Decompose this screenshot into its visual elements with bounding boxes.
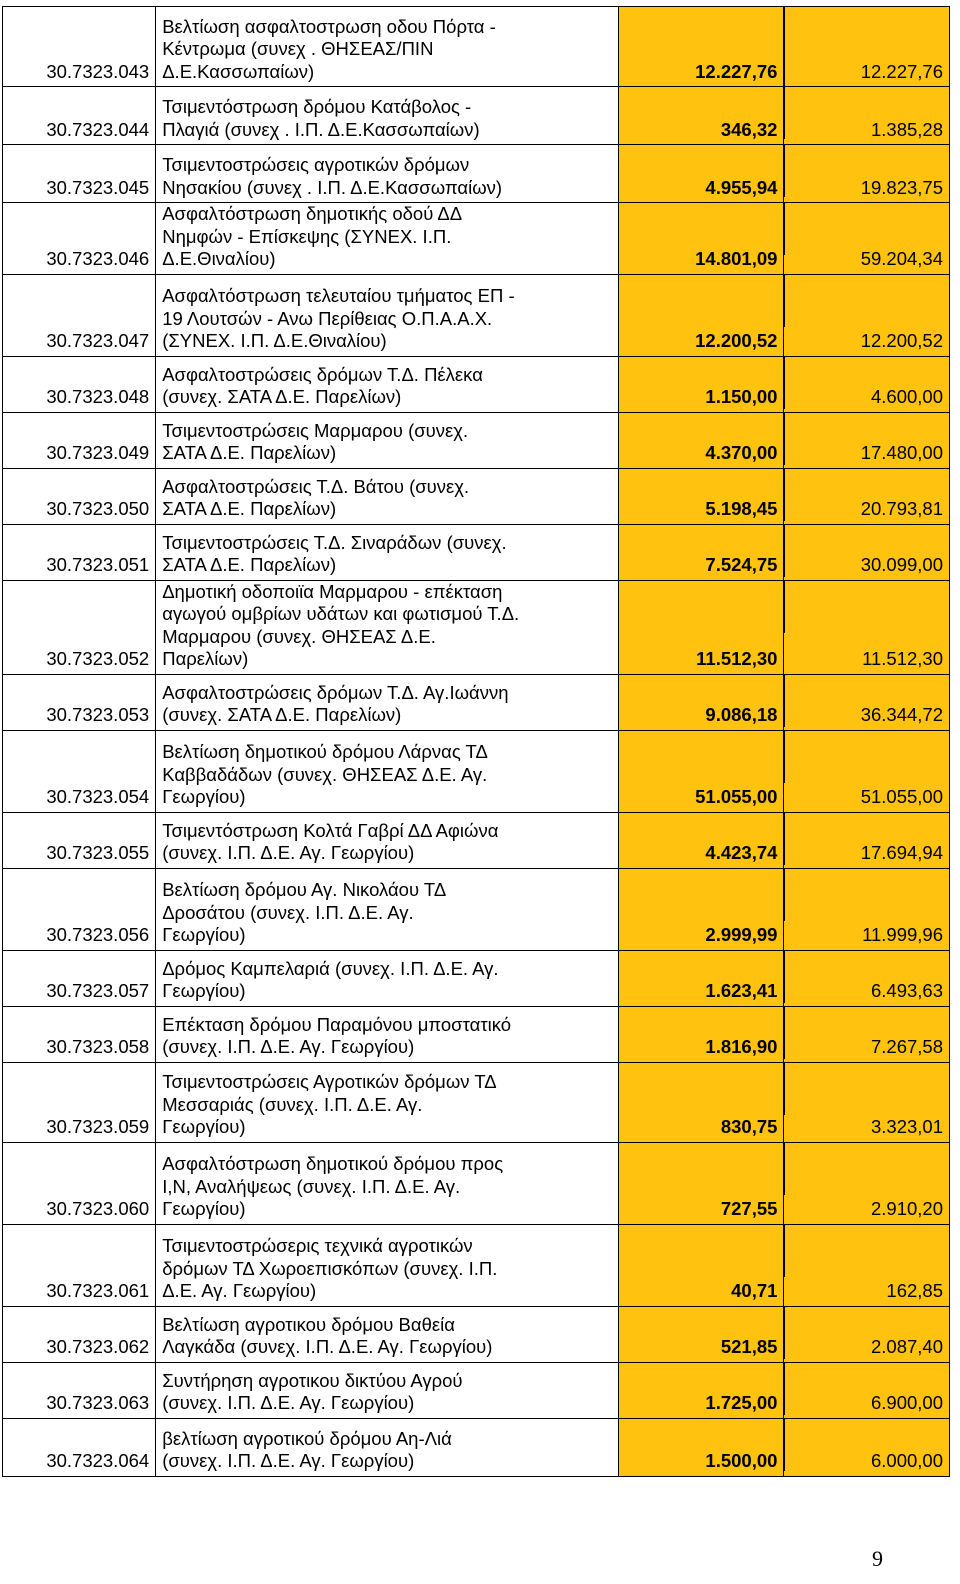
amount-year-cell: 1.816,90 xyxy=(618,1006,784,1062)
amount-year-cell: 12.227,76 xyxy=(618,7,784,87)
table-row xyxy=(3,356,950,412)
description-cell: Βελτίωση δρόμου Αγ. Νικολάου ΤΔ Δροσάτου (συνεχ. Ι.Π. Δ.Ε. Αγ. Γεωργίου) xyxy=(156,868,619,950)
amount-total-cell: 30.099,00 xyxy=(784,524,950,580)
amount-year-cell: 11.512,30 xyxy=(618,580,784,674)
amount-total-cell: 162,85 xyxy=(784,1224,950,1306)
amount-total-cell: 3.323,01 xyxy=(784,1062,950,1142)
table-row xyxy=(3,87,950,145)
code-cell: 30.7323.043 xyxy=(3,7,156,87)
code-cell: 30.7323.063 xyxy=(3,1362,156,1418)
code-cell: 30.7323.047 xyxy=(3,274,156,356)
amount-year-cell: 727,55 xyxy=(618,1142,784,1224)
amount-total-cell: 20.793,81 xyxy=(784,468,950,524)
code-cell: 30.7323.055 xyxy=(3,812,156,868)
amount-year-cell: 12.200,52 xyxy=(618,274,784,356)
table-row xyxy=(3,1062,950,1142)
amount-total-cell: 2.087,40 xyxy=(784,1306,950,1362)
amount-year-cell: 40,71 xyxy=(618,1224,784,1306)
code-cell: 30.7323.048 xyxy=(3,356,156,412)
budget-rows xyxy=(3,7,950,1477)
table-row xyxy=(3,1418,950,1476)
amount-year-cell: 5.198,45 xyxy=(618,468,784,524)
code-cell: 30.7323.044 xyxy=(3,87,156,145)
table-row xyxy=(3,145,950,203)
table-row xyxy=(3,1362,950,1418)
amount-total-cell: 17.694,94 xyxy=(784,812,950,868)
amount-year-cell: 9.086,18 xyxy=(618,674,784,730)
code-cell: 30.7323.061 xyxy=(3,1224,156,1306)
table-row xyxy=(3,950,950,1006)
amount-year-cell: 2.999,99 xyxy=(618,868,784,950)
page-number: 9 xyxy=(872,1546,883,1571)
description-cell: Τσιμεντοστρώσεις Τ.Δ. Σιναράδων (συνεχ. ΣΑΤΑ Δ.Ε. Παρελίων) xyxy=(156,524,619,580)
code-cell: 30.7323.064 xyxy=(3,1418,156,1476)
amount-year-cell: 1.500,00 xyxy=(618,1418,784,1476)
code-cell: 30.7323.060 xyxy=(3,1142,156,1224)
description-cell: βελτίωση αγροτικού δρόμου Αη-Λιά (συνεχ. Ι.Π. Δ.Ε. Αγ. Γεωργίου) xyxy=(156,1418,619,1476)
amount-total-cell: 51.055,00 xyxy=(784,730,950,812)
amount-year-cell: 4.370,00 xyxy=(618,412,784,468)
amount-total-cell: 1.385,28 xyxy=(784,87,950,145)
amount-total-cell: 6.493,63 xyxy=(784,950,950,1006)
description-cell: Τσιμεντοστρώσεις Μαρμαρου (συνεχ. ΣΑΤΑ Δ.Ε. Παρελίων) xyxy=(156,412,619,468)
description-cell: Δημοτική οδοποιϊα Μαρμαρου - επέκταση αγωγού ομβρίων υδάτων και φωτισμού Τ.Δ. Μαρμαρου (συνεχ. ΘΗΣΕΑΣ Δ.Ε. Παρελίων) xyxy=(156,580,619,674)
description-cell: Βελτίωση αγροτικου δρόμου Βαθεία Λαγκάδα (συνεχ. Ι.Π. Δ.Ε. Αγ. Γεωργίου) xyxy=(156,1306,619,1362)
code-cell: 30.7323.049 xyxy=(3,412,156,468)
description-cell: Ασφαλτοστρώσεις δρόμων Τ.Δ. Πέλεκα (συνεχ. ΣΑΤΑ Δ.Ε. Παρελίων) xyxy=(156,356,619,412)
amount-total-cell: 6.000,00 xyxy=(784,1418,950,1476)
table-row xyxy=(3,468,950,524)
description-cell: Ασφαλτόστρωση δημοτικής οδού ΔΔ Νημφών - Επίσκεψης (ΣΥΝΕΧ. Ι.Π. Δ.Ε.Θιναλίου) xyxy=(156,203,619,275)
table-row xyxy=(3,274,950,356)
budget-table xyxy=(2,6,950,1477)
table-row xyxy=(3,812,950,868)
amount-year-cell: 1.725,00 xyxy=(618,1362,784,1418)
description-cell: Βελτίωση ασφαλτοστρωση οδου Πόρτα - Κέντρωμα (συνεχ . ΘΗΣΕΑΣ/ΠΙΝ Δ.Ε.Κασσωπαίων) xyxy=(156,7,619,87)
code-cell: 30.7323.054 xyxy=(3,730,156,812)
code-cell: 30.7323.051 xyxy=(3,524,156,580)
description-cell: Ασφαλτοστρώσεις δρόμων Τ.Δ. Αγ.Ιωάννη (συνεχ. ΣΑΤΑ Δ.Ε. Παρελίων) xyxy=(156,674,619,730)
description-cell: Συντήρηση αγροτικου δικτύου Αγρού (συνεχ. Ι.Π. Δ.Ε. Αγ. Γεωργίου) xyxy=(156,1362,619,1418)
table-row xyxy=(3,412,950,468)
code-cell: 30.7323.059 xyxy=(3,1062,156,1142)
amount-total-cell: 12.200,52 xyxy=(784,274,950,356)
description-cell: Τσιμεντοστρώσερις τεχνικά αγροτικών δρόμων ΤΔ Χωροεπισκόπων (συνεχ. Ι.Π. Δ.Ε. Αγ. Γεωργίου) xyxy=(156,1224,619,1306)
amount-total-cell: 19.823,75 xyxy=(784,145,950,203)
table-row xyxy=(3,580,950,674)
table-row xyxy=(3,203,950,275)
amount-total-cell: 7.267,58 xyxy=(784,1006,950,1062)
amount-year-cell: 14.801,09 xyxy=(618,203,784,275)
code-cell: 30.7323.046 xyxy=(3,203,156,275)
description-cell: Τσιμεντόστρωση δρόμου Κατάβολος - Πλαγιά (συνεχ . Ι.Π. Δ.Ε.Κασσωπαίων) xyxy=(156,87,619,145)
code-cell: 30.7323.058 xyxy=(3,1006,156,1062)
amount-total-cell: 17.480,00 xyxy=(784,412,950,468)
amount-year-cell: 346,32 xyxy=(618,87,784,145)
table-row xyxy=(3,730,950,812)
amount-total-cell: 6.900,00 xyxy=(784,1362,950,1418)
table-row xyxy=(3,7,950,87)
amount-total-cell: 2.910,20 xyxy=(784,1142,950,1224)
amount-total-cell: 11.512,30 xyxy=(784,580,950,674)
description-cell: Ασφαλτόστρωση τελευταίου τμήματος ΕΠ - 19 Λουτσών - Ανω Περίθειας Ο.Π.Α.Α.Χ. (ΣΥΝΕΧ. Ι.Π. Δ.Ε.Θιναλίου) xyxy=(156,274,619,356)
amount-year-cell: 4.423,74 xyxy=(618,812,784,868)
description-cell: Τσιμεντοστρώσεις αγροτικών δρόμων Νησακίου (συνεχ . Ι.Π. Δ.Ε.Κασσωπαίων) xyxy=(156,145,619,203)
description-cell: Τσιμεντόστρωση Κολτά Γαβρί ΔΔ Αφιώνα (συνεχ. Ι.Π. Δ.Ε. Αγ. Γεωργίου) xyxy=(156,812,619,868)
table-row xyxy=(3,1006,950,1062)
amount-year-cell: 51.055,00 xyxy=(618,730,784,812)
amount-total-cell: 36.344,72 xyxy=(784,674,950,730)
amount-year-cell: 1.623,41 xyxy=(618,950,784,1006)
description-cell: Επέκταση δρόμου Παραμόνου μποστατικό (συνεχ. Ι.Π. Δ.Ε. Αγ. Γεωργίου) xyxy=(156,1006,619,1062)
code-cell: 30.7323.062 xyxy=(3,1306,156,1362)
code-cell: 30.7323.057 xyxy=(3,950,156,1006)
code-cell: 30.7323.045 xyxy=(3,145,156,203)
description-cell: Βελτίωση δημοτικού δρόμου Λάρνας ΤΔ Καββαδάδων (συνεχ. ΘΗΣΕΑΣ Δ.Ε. Αγ. Γεωργίου) xyxy=(156,730,619,812)
amount-total-cell: 59.204,34 xyxy=(784,203,950,275)
table-row xyxy=(3,868,950,950)
amount-year-cell: 7.524,75 xyxy=(618,524,784,580)
amount-year-cell: 521,85 xyxy=(618,1306,784,1362)
description-cell: Τσιμεντοστρώσεις Αγροτικών δρόμων ΤΔ Μεσσαριάς (συνεχ. Ι.Π. Δ.Ε. Αγ. Γεωργίου) xyxy=(156,1062,619,1142)
description-cell: Ασφαλτοστρώσεις Τ.Δ. Βάτου (συνεχ. ΣΑΤΑ Δ.Ε. Παρελίων) xyxy=(156,468,619,524)
code-cell: 30.7323.050 xyxy=(3,468,156,524)
description-cell: Ασφαλτόστρωση δημοτικού δρόμου προς Ι,Ν, Αναλήψεως (συνεχ. Ι.Π. Δ.Ε. Αγ. Γεωργίου) xyxy=(156,1142,619,1224)
code-cell: 30.7323.053 xyxy=(3,674,156,730)
amount-year-cell: 1.150,00 xyxy=(618,356,784,412)
table-row xyxy=(3,1306,950,1362)
amount-total-cell: 12.227,76 xyxy=(784,7,950,87)
amount-total-cell: 4.600,00 xyxy=(784,356,950,412)
code-cell: 30.7323.052 xyxy=(3,580,156,674)
amount-year-cell: 830,75 xyxy=(618,1062,784,1142)
amount-year-cell: 4.955,94 xyxy=(618,145,784,203)
code-cell: 30.7323.056 xyxy=(3,868,156,950)
description-cell: Δρόμος Καμπελαριά (συνεχ. Ι.Π. Δ.Ε. Αγ. Γεωργίου) xyxy=(156,950,619,1006)
table-row xyxy=(3,524,950,580)
amount-total-cell: 11.999,96 xyxy=(784,868,950,950)
table-row xyxy=(3,674,950,730)
table-row xyxy=(3,1142,950,1224)
table-row xyxy=(3,1224,950,1306)
